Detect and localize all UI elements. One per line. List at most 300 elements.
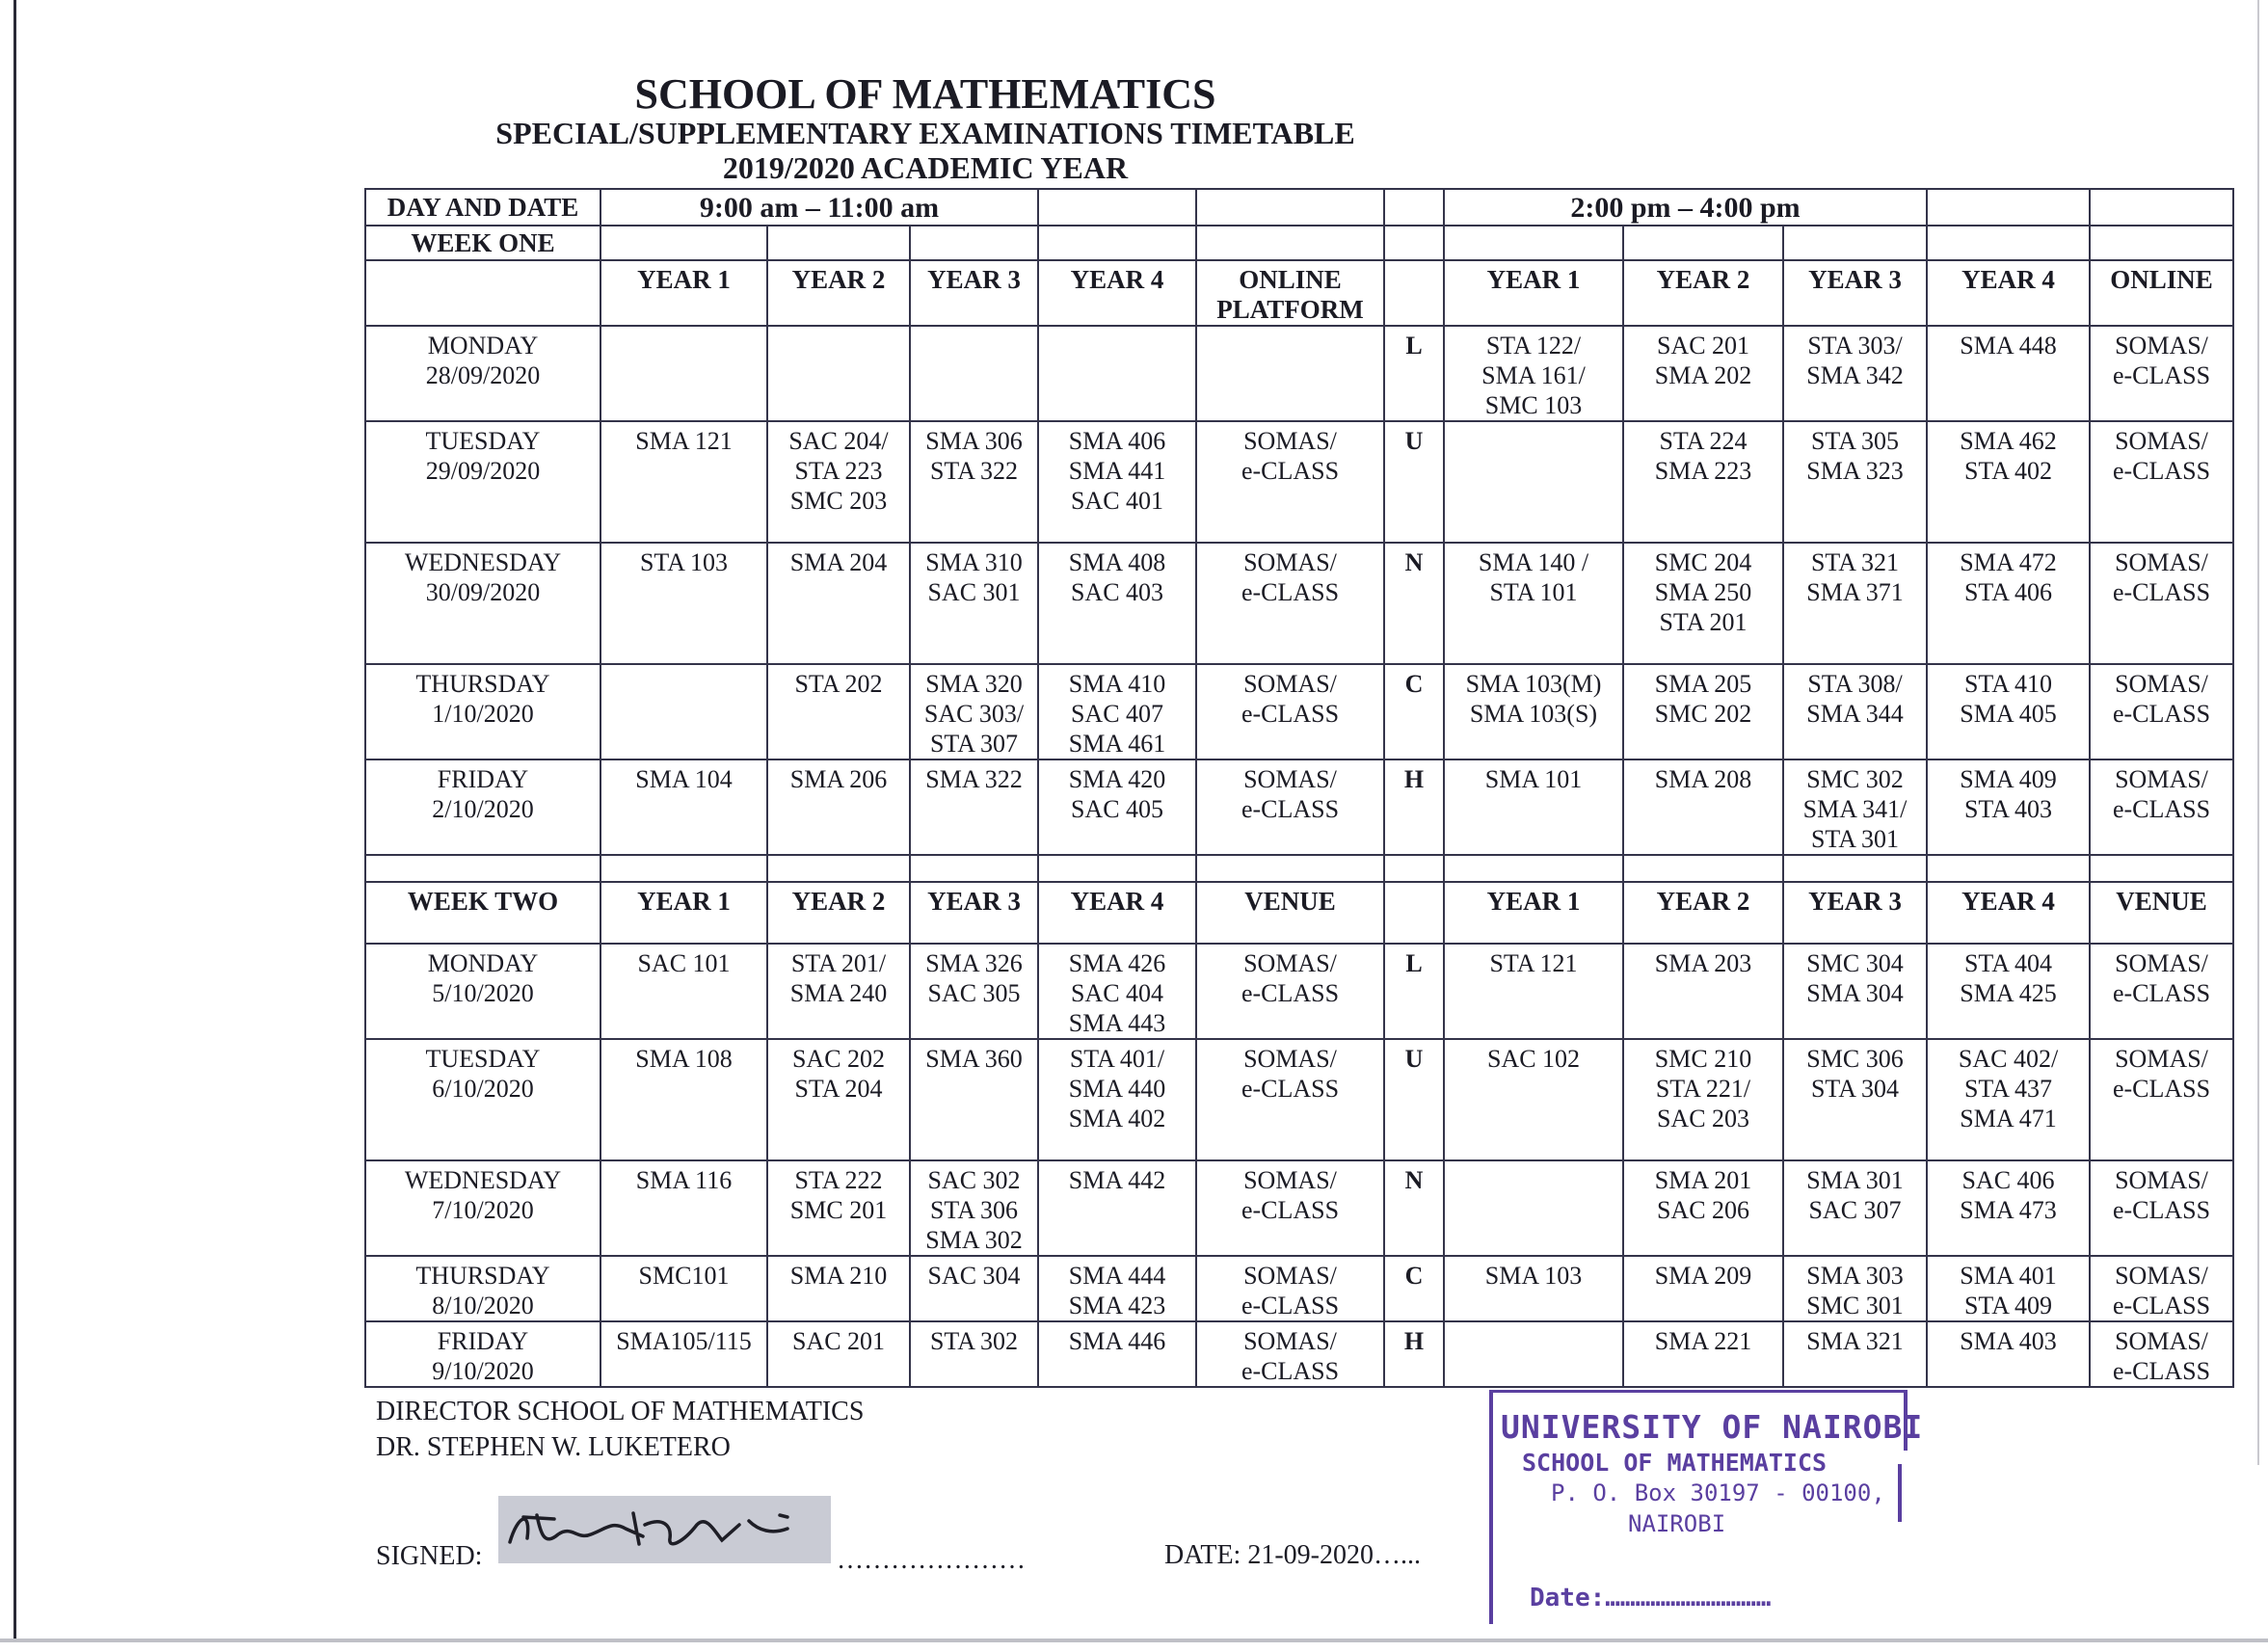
lunch-letter-cell-line: N	[1404, 548, 1424, 576]
exam-cell-line: SMA 121	[635, 427, 733, 455]
column-header	[1444, 260, 1623, 326]
exam-cell-line: SAC 303/	[923, 700, 1025, 728]
exam-cell-line: e-CLASS	[1241, 795, 1340, 823]
exam-cell	[1038, 1160, 1196, 1256]
day-date-cell-line: TUESDAY	[425, 1045, 541, 1073]
exam-cell-line: SMA 471	[1960, 1105, 2057, 1132]
lunch-letter-cell-line: C	[1404, 1262, 1424, 1290]
day-date-cell-line: 7/10/2020	[432, 1196, 534, 1224]
spacer-cell	[365, 855, 600, 882]
column-header	[1196, 882, 1384, 944]
exam-cell-line: SAC 102	[1486, 1045, 1581, 1073]
exam-cell	[1623, 664, 1783, 759]
exam-cell-line: STA 307	[929, 730, 1019, 758]
exam-cell-line: SAC 203	[1656, 1105, 1750, 1132]
exam-cell	[1783, 759, 1927, 855]
exam-cell	[1783, 1321, 1927, 1387]
day-and-date-header: DAY AND DATE	[365, 189, 600, 226]
exam-cell-line: SMC 304	[1806, 949, 1904, 977]
exam-cell-line: SMA 116	[635, 1166, 733, 1194]
exam-cell-line: SOMAS/	[2115, 1262, 2208, 1290]
exam-cell	[1927, 1160, 2090, 1256]
exam-cell-line: SAC 101	[637, 949, 731, 977]
exam-cell-line: STA 103	[639, 548, 729, 576]
exam-cell-line: SMA 103(M)	[1465, 670, 1602, 698]
exam-cell-line: SMA 240	[789, 979, 888, 1007]
exam-cell-line: SMA 206	[789, 765, 888, 793]
exam-cell-line: SMA 310	[925, 548, 1023, 576]
stamp-border	[1898, 1464, 1902, 1522]
exam-cell-line: SMA 223	[1654, 457, 1752, 485]
exam-cell	[1444, 1160, 1623, 1256]
day-date-cell	[365, 759, 600, 855]
exam-cell	[2090, 1256, 2233, 1321]
table-row	[365, 1256, 2233, 1321]
exam-cell-line: SOMAS/	[1243, 949, 1337, 977]
exam-cell	[1783, 1039, 1927, 1160]
exam-cell	[2090, 421, 2233, 543]
exam-cell-line: SMA 306	[925, 427, 1023, 455]
exam-cell-line: SMA 210	[789, 1262, 888, 1290]
exam-cell-line: e-CLASS	[2112, 795, 2211, 823]
empty-header-cell	[1196, 189, 1384, 226]
exam-cell	[767, 421, 910, 543]
exam-cell	[1444, 326, 1623, 421]
exam-cell-line: STA 409	[1963, 1292, 2053, 1319]
exam-cell	[910, 664, 1038, 759]
exam-cell	[2090, 759, 2233, 855]
column-header-line: YEAR 2	[791, 265, 886, 294]
empty-header-cell	[2090, 189, 2233, 226]
column-header	[1038, 260, 1196, 326]
spacer-cell	[1384, 855, 1444, 882]
day-date-cell	[365, 1160, 600, 1256]
exam-cell-line: SAC 406	[1961, 1166, 2055, 1194]
exam-cell	[1196, 1039, 1384, 1160]
exam-cell-line: SAC 407	[1070, 700, 1164, 728]
exam-cell-line: SMA 403	[1960, 1327, 2057, 1355]
exam-cell-line: SMA 462	[1960, 427, 2057, 455]
exam-cell	[1783, 664, 1927, 759]
exam-cell	[1927, 759, 2090, 855]
exam-cell	[767, 326, 910, 421]
column-header-line: YEAR 1	[1486, 887, 1581, 916]
exam-cell-line: STA 437	[1963, 1075, 2053, 1103]
exam-cell-line: e-CLASS	[2112, 1196, 2211, 1224]
spacer-cell	[2090, 855, 2233, 882]
column-header-line: YEAR 4	[1070, 265, 1164, 294]
day-date-cell-line: 9/10/2020	[432, 1357, 534, 1385]
exam-cell-line: e-CLASS	[1241, 578, 1340, 606]
exam-cell-line: SAC 204/	[788, 427, 889, 455]
exam-cell-line: SOMAS/	[2115, 949, 2208, 977]
exam-cell-line: SMC101	[638, 1262, 730, 1290]
day-date-cell	[365, 944, 600, 1039]
exam-cell-line: SMA 443	[1068, 1009, 1166, 1037]
exam-cell-line: SAC 401	[1070, 487, 1164, 515]
exam-cell	[600, 1321, 767, 1387]
exam-cell-line: SOMAS/	[2115, 670, 2208, 698]
exam-cell-line: SAC 404	[1070, 979, 1164, 1007]
lunch-letter-cell	[1384, 1321, 1444, 1387]
exam-cell-line: SMA 140 /	[1478, 548, 1589, 576]
exam-cell-line: SAC 201	[1656, 332, 1750, 360]
empty-header-cell	[1927, 189, 2090, 226]
exam-cell-line: STA 403	[1963, 795, 2053, 823]
exam-cell	[1038, 421, 1196, 543]
week-one-header-row	[365, 260, 600, 326]
exam-cell	[910, 421, 1038, 543]
table-row	[365, 421, 2233, 543]
exam-cell-line: SMA 203	[1654, 949, 1752, 977]
exam-cell-line: SOMAS/	[1243, 427, 1337, 455]
exam-cell-line: SOMAS/	[2115, 548, 2208, 576]
exam-cell	[1196, 1321, 1384, 1387]
empty-cell	[2090, 226, 2233, 260]
column-header-line: YEAR 4	[1961, 265, 2055, 294]
stamp-line-4: NAIROBI	[1628, 1510, 1726, 1537]
exam-cell-line: SAC 202	[791, 1045, 886, 1073]
exam-cell	[1444, 1321, 1623, 1387]
exam-cell-line: e-CLASS	[1241, 457, 1340, 485]
column-header	[1783, 260, 1927, 326]
column-header	[1444, 882, 1623, 944]
lunch-letter-cell	[1384, 1256, 1444, 1321]
exam-cell-line: SMA 423	[1068, 1292, 1166, 1319]
exam-cell-line: SOMAS/	[2115, 427, 2208, 455]
exam-cell	[2090, 1160, 2233, 1256]
day-date-cell-line: WEDNESDAY	[404, 548, 562, 576]
exam-cell	[1444, 944, 1623, 1039]
signed-label: SIGNED:	[376, 1541, 483, 1571]
exam-cell	[600, 664, 767, 759]
exam-cell-line: SOMAS/	[2115, 332, 2208, 360]
exam-cell	[1783, 326, 1927, 421]
exam-cell-line: SMC 204	[1654, 548, 1752, 576]
table-row	[365, 1039, 2233, 1160]
column-header	[1038, 882, 1196, 944]
exam-cell-line: SMC 302	[1806, 765, 1904, 793]
exam-cell	[1196, 944, 1384, 1039]
column-header-line: YEAR 1	[637, 265, 731, 294]
exam-cell-line: SMA 409	[1960, 765, 2057, 793]
exam-cell	[1783, 543, 1927, 664]
exam-cell	[1444, 759, 1623, 855]
day-date-cell-line: 30/09/2020	[425, 578, 541, 606]
page-bottom-edge	[0, 1639, 2268, 1642]
day-date-cell-line: FRIDAY	[437, 765, 529, 793]
exam-cell-line: e-CLASS	[2112, 578, 2211, 606]
exam-cell	[1038, 759, 1196, 855]
stamp-line-2: SCHOOL OF MATHEMATICS	[1522, 1449, 1828, 1477]
lunch-letter-cell-line: H	[1403, 765, 1425, 793]
exam-cell	[1927, 1039, 2090, 1160]
exam-cell-line: SMA 303	[1806, 1262, 1904, 1290]
exam-cell-line: e-CLASS	[1241, 1292, 1340, 1319]
lunch-letter-cell	[1384, 759, 1444, 855]
exam-cell-line: STA 224	[1659, 427, 1748, 455]
exam-cell	[600, 326, 767, 421]
exam-cell-line: STA 201	[1659, 608, 1748, 636]
exam-cell	[1927, 326, 2090, 421]
exam-cell	[1623, 326, 1783, 421]
exam-cell-line: SMA 104	[635, 765, 733, 793]
column-header-line: ONLINE	[1239, 265, 1342, 294]
exam-cell	[767, 1256, 910, 1321]
exam-cell-line: e-CLASS	[1241, 700, 1340, 728]
lunch-letter-cell	[1384, 1039, 1444, 1160]
empty-cell	[1444, 226, 1623, 260]
exam-cell-line: STA 101	[1489, 578, 1578, 606]
lunch-letter-cell	[1384, 664, 1444, 759]
spacer-cell	[1444, 855, 1623, 882]
exam-cell	[2090, 664, 2233, 759]
exam-cell	[1927, 1321, 2090, 1387]
exam-cell-line: e-CLASS	[2112, 1357, 2211, 1385]
exam-cell-line: e-CLASS	[1241, 1075, 1340, 1103]
exam-cell	[910, 326, 1038, 421]
exam-cell-line: STA 121	[1489, 949, 1578, 977]
document-subtitle: SPECIAL/SUPPLEMENTARY EXAMINATIONS TIMETABLE	[495, 116, 1355, 150]
stamp-line-3: P. O. Box 30197 - 00100,	[1551, 1479, 1885, 1506]
exam-cell-line: SMA 202	[1654, 361, 1752, 389]
lunch-letter-cell-line: L	[1405, 949, 1423, 977]
column-header	[1623, 882, 1783, 944]
exam-cell-line: e-CLASS	[1241, 1196, 1340, 1224]
signature-dots: …………………	[837, 1545, 1026, 1575]
exam-cell-line: SOMAS/	[1243, 765, 1337, 793]
exam-cell	[1444, 421, 1623, 543]
empty-header-cell	[1384, 189, 1444, 226]
day-date-cell-line: 29/09/2020	[425, 457, 541, 485]
exam-cell-line: STA 402	[1963, 457, 2053, 485]
exam-cell-line: SAC 403	[1070, 578, 1164, 606]
exam-cell-line: STA 321	[1810, 548, 1900, 576]
exam-cell-line: SMC 203	[789, 487, 888, 515]
column-header	[1623, 260, 1783, 326]
exam-cell-line: SAC 304	[927, 1262, 1021, 1290]
exam-cell-line: SMC 202	[1654, 700, 1752, 728]
lunch-letter-cell	[1384, 326, 1444, 421]
exam-cell-line: STA 303/	[1807, 332, 1903, 360]
exam-cell-line: SMA 444	[1068, 1262, 1166, 1290]
exam-cell-line: e-CLASS	[1241, 1357, 1340, 1385]
exam-cell-line: e-CLASS	[1241, 979, 1340, 1007]
exam-timetable	[364, 188, 2234, 1388]
exam-cell-line: SMA 326	[925, 949, 1023, 977]
week-two-label: WEEK TWO	[365, 882, 600, 944]
exam-cell-line: SMA 103	[1484, 1262, 1583, 1290]
exam-cell-line: SMA 425	[1960, 979, 2057, 1007]
exam-cell-line: SAC 307	[1808, 1196, 1902, 1224]
empty-cell	[1196, 226, 1384, 260]
column-header-line: YEAR 1	[637, 887, 731, 916]
exam-cell	[1783, 944, 1927, 1039]
column-header-line: YEAR 2	[1656, 265, 1750, 294]
exam-cell	[910, 1160, 1038, 1256]
stamp-date-line: Date:……………………………	[1530, 1584, 1772, 1612]
column-header-line: YEAR 2	[791, 887, 886, 916]
exam-cell-line: SMA 408	[1068, 548, 1166, 576]
exam-cell	[1623, 1160, 1783, 1256]
exam-cell	[767, 1160, 910, 1256]
lunch-letter-cell-line: C	[1404, 670, 1424, 698]
director-name: DR. STEPHEN W. LUKETERO	[376, 1432, 731, 1462]
lunch-letter-cell-line: H	[1403, 1327, 1425, 1355]
exam-cell-line: SAC 302	[927, 1166, 1021, 1194]
exam-cell-line: SMA 360	[925, 1045, 1023, 1073]
exam-cell-line: STA 204	[794, 1075, 883, 1103]
morning-session-header: 9:00 am – 11:00 am	[600, 189, 1038, 226]
exam-cell-line: SMA 208	[1654, 765, 1752, 793]
exam-cell	[1927, 421, 2090, 543]
exam-cell-line: SMA 161/	[1481, 361, 1586, 389]
table-row	[365, 543, 2233, 664]
exam-cell	[910, 1039, 1038, 1160]
lunch-letter-cell	[1384, 421, 1444, 543]
exam-cell	[1783, 1256, 1927, 1321]
exam-cell-line: SMA 420	[1068, 765, 1166, 793]
empty-cell	[1783, 226, 1927, 260]
exam-cell-line: SMA 401	[1960, 1262, 2057, 1290]
exam-cell-line: SOMAS/	[1243, 1045, 1337, 1073]
exam-cell-line: e-CLASS	[2112, 457, 2211, 485]
exam-cell-line: SMA 410	[1068, 670, 1166, 698]
exam-cell-line: e-CLASS	[2112, 1075, 2211, 1103]
exam-cell	[1444, 543, 1623, 664]
exam-cell-line: STA 304	[1810, 1075, 1900, 1103]
lunch-letter-cell-line: L	[1405, 332, 1423, 360]
table-row	[365, 664, 2233, 759]
exam-cell-line: SMA105/115	[616, 1327, 752, 1355]
exam-cell-line: SMA 472	[1960, 548, 2057, 576]
exam-cell-line: SAC 402/	[1958, 1045, 2059, 1073]
exam-cell-line: SAC 405	[1070, 795, 1164, 823]
column-header-line: VENUE	[1244, 887, 1336, 916]
spacer-cell	[767, 855, 910, 882]
day-date-cell-line: 6/10/2020	[432, 1075, 534, 1103]
day-date-cell-line: 28/09/2020	[425, 361, 541, 389]
empty-cell	[910, 226, 1038, 260]
exam-cell	[910, 944, 1038, 1039]
exam-cell-line: SMA 442	[1068, 1166, 1166, 1194]
exam-cell	[1196, 543, 1384, 664]
exam-cell	[767, 759, 910, 855]
exam-cell-line: SMA 341/	[1802, 795, 1908, 823]
exam-cell-line: SMA 209	[1654, 1262, 1752, 1290]
exam-cell	[1038, 543, 1196, 664]
exam-cell-line: SMA 344	[1806, 700, 1904, 728]
lunch-letter-cell	[1384, 1160, 1444, 1256]
day-date-cell	[365, 326, 600, 421]
lunch-letter-cell-line: U	[1404, 1045, 1424, 1073]
lunch-letter-cell	[1384, 543, 1444, 664]
day-date-cell-line: MONDAY	[427, 332, 539, 360]
exam-cell-line: SAC 305	[927, 979, 1021, 1007]
spacer-cell	[1783, 855, 1927, 882]
exam-cell	[2090, 944, 2233, 1039]
day-date-cell	[365, 543, 600, 664]
column-header	[767, 882, 910, 944]
exam-cell	[2090, 1039, 2233, 1160]
column-header-line: YEAR 1	[1486, 265, 1581, 294]
table-row	[365, 1160, 2233, 1256]
exam-cell	[1623, 944, 1783, 1039]
column-header	[600, 260, 767, 326]
exam-cell	[1927, 664, 2090, 759]
exam-cell	[2090, 543, 2233, 664]
exam-cell	[767, 944, 910, 1039]
column-header-line: YEAR 2	[1656, 887, 1750, 916]
exam-cell-line: STA 122/	[1485, 332, 1582, 360]
exam-cell	[1038, 1039, 1196, 1160]
week-one-label: WEEK ONE	[365, 226, 600, 260]
exam-cell	[910, 543, 1038, 664]
exam-cell-line: STA 223	[794, 457, 883, 485]
exam-cell	[1623, 759, 1783, 855]
exam-cell-line: STA 305	[1810, 427, 1900, 455]
exam-cell-line: SMA 301	[1806, 1166, 1904, 1194]
exam-cell-line: SOMAS/	[1243, 1262, 1337, 1290]
exam-cell-line: SMA 406	[1068, 427, 1166, 455]
day-date-cell-line: THURSDAY	[415, 670, 550, 698]
exam-cell	[1038, 1321, 1196, 1387]
exam-cell-line: STA 322	[929, 457, 1019, 485]
exam-cell-line: SMA 323	[1806, 457, 1904, 485]
column-header	[1927, 882, 2090, 944]
exam-cell-line: SMC 210	[1654, 1045, 1752, 1073]
exam-cell-line: SMA 304	[1806, 979, 1904, 1007]
exam-cell	[600, 421, 767, 543]
exam-cell	[1196, 1160, 1384, 1256]
exam-cell-line: STA 410	[1963, 670, 2053, 698]
column-header	[2090, 260, 2233, 326]
exam-cell	[1623, 421, 1783, 543]
lunch-letter-cell	[1384, 944, 1444, 1039]
spacer-cell	[910, 855, 1038, 882]
table-row	[365, 326, 2233, 421]
exam-cell-line: SMA 405	[1960, 700, 2057, 728]
exam-cell-line: SOMAS/	[1243, 670, 1337, 698]
day-date-cell-line: FRIDAY	[437, 1327, 529, 1355]
page-left-edge	[13, 0, 16, 1639]
exam-cell-line: SMA 473	[1960, 1196, 2057, 1224]
day-date-cell	[365, 421, 600, 543]
exam-cell-line: SMA 320	[925, 670, 1023, 698]
column-header-line: YEAR 3	[1808, 887, 1902, 916]
exam-cell	[1927, 1256, 2090, 1321]
exam-cell-line: SMA 101	[1484, 765, 1583, 793]
column-header	[1384, 882, 1444, 944]
lunch-letter-cell-line: U	[1404, 427, 1424, 455]
exam-cell-line: SOMAS/	[1243, 1327, 1337, 1355]
exam-cell-line: SMA 461	[1068, 730, 1166, 758]
exam-cell-line: STA 222	[794, 1166, 883, 1194]
exam-cell-line: SMA 371	[1806, 578, 1904, 606]
exam-cell	[767, 543, 910, 664]
exam-cell	[1444, 664, 1623, 759]
exam-cell-line: SMA 426	[1068, 949, 1166, 977]
column-header	[600, 882, 767, 944]
exam-cell-line: e-CLASS	[2112, 361, 2211, 389]
day-date-cell-line: 1/10/2020	[432, 700, 534, 728]
empty-cell	[600, 226, 767, 260]
spacer-cell	[600, 855, 767, 882]
exam-cell-line: SMA 342	[1806, 361, 1904, 389]
exam-cell	[767, 1321, 910, 1387]
exam-cell	[1623, 1039, 1783, 1160]
column-header	[2090, 882, 2233, 944]
